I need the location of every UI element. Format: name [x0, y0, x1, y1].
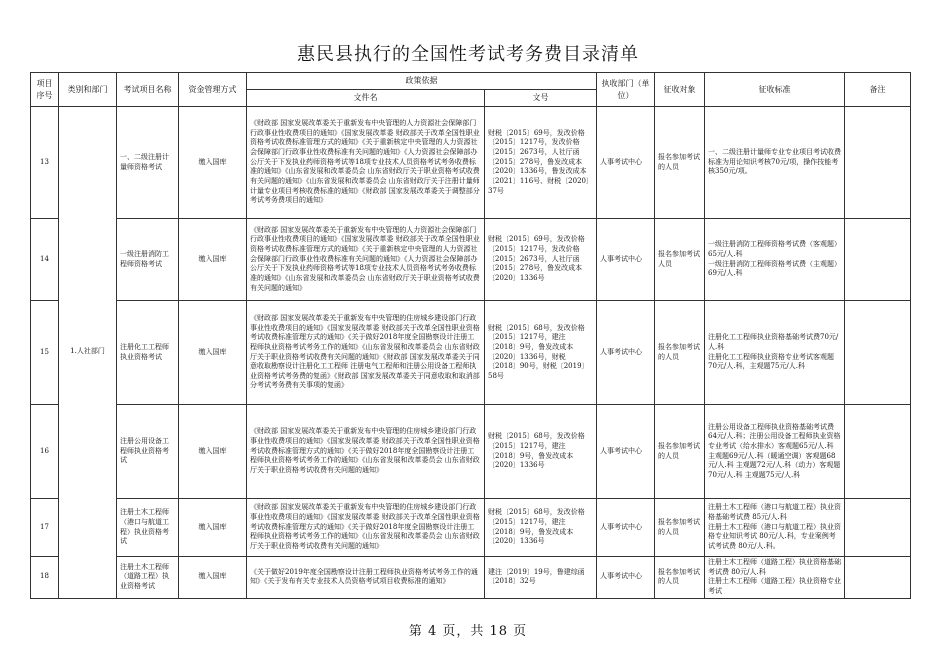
cell-fund: 缴入国库	[179, 219, 247, 301]
cell-seq: 16	[31, 405, 59, 499]
cell-seq: 13	[31, 107, 59, 219]
cell-target: 报名参加考试的人员	[655, 301, 705, 405]
header-row	[31, 73, 911, 90]
cell-fund: 缴入国库	[179, 405, 247, 499]
cell-note	[845, 557, 911, 599]
cell-doc-no: 财税〔2015〕68号，发改价格〔2015〕1217号，建注〔2018〕9号，鲁发改成本〔2020〕1336号	[485, 405, 597, 499]
cell-standard: 注册土木工程师（港口与航道工程）执业资格基础考试费 85元/人.科 注册土木工程师（港口与航道工程）执业资格专业知识考试 80元/人.科，专业案例考试考试费 80元/人.科。	[705, 499, 845, 557]
cell-fund: 缴入国库	[179, 557, 247, 599]
cell-target: 报名参加考试人员	[655, 219, 705, 301]
cell-exam: 注册化工工程师执业资格考试	[117, 301, 179, 405]
cell-fund: 缴入国库	[179, 107, 247, 219]
cell-note	[845, 107, 911, 219]
cell-target: 报名参加考试的人员	[655, 405, 705, 499]
cell-fund: 缴入国库	[179, 301, 247, 405]
header-policy: 政策依据	[247, 73, 597, 90]
cell-doc-name: 《财政部 国家发展改革委关于重新发布中央管理的人力资源社会保障部门行政事业性收费项目的通知》《国家发展改革委 财政部关于改革全国性职业资格考试收费标准管理方式的通知》《关于重新核定中央管理的人力资源社会保障部门行政事业性收费标准有关问题的通知》《人力资源社会保障部办公厅关于下发执业药师资格考试等18项专业技术人员资格考试考务收费标准的通知》《山东省发展和改革委员会 山东省财政厅关于职业资格考试收费有关问题的通知》《山东省发展和改革委员会 山东省财政厅关于注册计量师计量专业项目考核收费标准的通知》《财政部 国家发展改革委关于调整部分考试考务费项目的通知》	[247, 107, 485, 219]
cell-seq: 18	[31, 557, 59, 599]
header-doc-name: 文件名	[247, 90, 485, 107]
header-fund: 资金管理方式	[179, 73, 247, 107]
header-seq: 项目序号	[31, 73, 59, 107]
table-row	[31, 219, 911, 301]
header-target: 征收对象	[655, 73, 705, 107]
table-row	[31, 405, 911, 499]
cell-note	[845, 301, 911, 405]
cell-target: 报名参加考试的人员	[655, 557, 705, 599]
cell-standard: 注册化工工程师执业资格基础考试费70元/人.科 注册化工工程师执业资格专业考试客观题70元/人.科，主观题75元/人.科	[705, 301, 845, 405]
header-standard: 征收标准	[705, 73, 845, 107]
cell-doc-name: 《财政部 国家发展改革委关于重新发布中央管理的住房城乡建设部门行政事业性收费项目的通知》《国家发展改革委 财政部关于改革全国性职业资格考试收费标准管理方式的通知》《关于做好2018年度全国勘察设计注册工程师执业资格考试考务工作的通知》《山东省发展和改革委员会 山东省财政厅关于职业资格考试收费有关问题的通知》	[247, 405, 485, 499]
cell-exam: 注册土木工程师（道路工程）执业资格考试	[117, 557, 179, 599]
cell-doc-no: 财税〔2015〕69号，发改价格〔2015〕1217号，发改价格〔2015〕2673号，人社厅函〔2015〕278号，鲁发改成本〔2020〕1336号	[485, 219, 597, 301]
cell-seq: 14	[31, 219, 59, 301]
header-note: 备注	[845, 73, 911, 107]
cell-dept: 人事考试中心	[597, 107, 655, 219]
cell-note	[845, 499, 911, 557]
table-row	[31, 557, 911, 599]
cell-standard: 一、二级注册计量师专业专业项目考试收费标准为用论知识考核70元/项，操作技能考核350元/项。	[705, 107, 845, 219]
cell-fund: 缴入国库	[179, 499, 247, 557]
cell-standard: 注册公用设备工程师执业资格基础考试费 64元/人.科；注册公用设备工程师执业资格专业考试（给水排水）客观题65元/人.科 主观题69元/人.科（暖通空调）客观题68元/人.科 主观题72元/人.科（动力）客观题70元/人.科 主观题75元/人.科	[705, 405, 845, 499]
cell-target: 报名参加考试的人员	[655, 107, 705, 219]
table-row	[31, 301, 911, 405]
cell-dept: 人事考试中心	[597, 557, 655, 599]
header-category: 类别和部门	[59, 73, 117, 107]
table-row	[31, 499, 911, 557]
cell-exam: 注册土木工程师（港口与航道工程）执业资格考试	[117, 499, 179, 557]
cell-category: 1.人社部门	[59, 107, 117, 599]
page-footer: 第 4 页，共 18 页	[408, 624, 528, 639]
cell-seq: 15	[31, 301, 59, 405]
cell-note	[845, 219, 911, 301]
cell-dept: 人事考试中心	[597, 301, 655, 405]
cell-doc-no: 建注〔2019〕19号，鲁建综函〔2018〕32号	[485, 557, 597, 599]
cell-standard: 一级注册消防工程师资格考试费（客观题） 65元/人.科 一级注册消防工程师资格考试费（主观题） 69元/人.科	[705, 219, 845, 301]
header-doc-no: 文号	[485, 90, 597, 107]
cell-doc-no: 财税〔2015〕69号，发改价格〔2015〕1217号，发改价格〔2015〕2673号，人社厅函〔2015〕278号，鲁发改成本〔2020〕1336号，鲁发改成本〔2021〕116号、财税〔2020〕37号	[485, 107, 597, 219]
cell-dept: 人事考试中心	[597, 219, 655, 301]
cell-exam: 一级注册消防工程师资格考试	[117, 219, 179, 301]
cell-doc-name: 《关于做好2019年度全国勘察设计注册工程师执业资格考试考务工作的通知》《关于发布有关专业技术人员资格考试项目收费标准的通知》	[247, 557, 485, 599]
cell-doc-no: 财税〔2015〕68号，发改价格〔2015〕1217号，建注〔2018〕9号，鲁发改成本〔2020〕1336号	[485, 499, 597, 557]
fee-table	[30, 72, 911, 599]
cell-dept: 人事考试中心	[597, 499, 655, 557]
cell-exam: 一、二级注册计量师资格考试	[117, 107, 179, 219]
header-exam: 考试项目名称	[117, 73, 179, 107]
cell-standard: 注册土木工程师（道路工程）执业资格基础考试费 80元/人.科 注册土木工程师（道路工程）执业资格专业考试	[705, 557, 845, 599]
cell-dept: 人事考试中心	[597, 405, 655, 499]
cell-target: 报名参加考试的人员	[655, 499, 705, 557]
page-title: 惠民县执行的全国性考试考务费目录清单	[297, 44, 639, 65]
cell-exam: 注册公用设备工程师执业资格考试	[117, 405, 179, 499]
cell-doc-no: 财税〔2015〕68号，发改价格〔2015〕1217号，建注〔2018〕9号，鲁发改成本〔2020〕1336号，财税〔2018〕90号，财税〔2019〕58号	[485, 301, 597, 405]
cell-note	[845, 405, 911, 499]
cell-doc-name: 《财政部 国家发展改革委关于重新发布中央管理的住房城乡建设部门行政事业性收费项目的通知》《国家发展改革委 财政部关于改革全国性职业资格考试收费标准管理方式的通知》《关于做好2018年度全国勘察设计注册工程师执业资格考试考务工作的通知》《山东省发展和改革委员会 山东省财政厅关于职业资格考试收费有关问题的通知》《财政部 国家发展改革委关于同意收取勘察设计注册化工工程师 注册电气工程师和注册公用设备工程师执业资格考试考务费的复函》《财政部 国家发展改革委关于同意收取和取消部分考试考务费有关事项的复函》	[247, 301, 485, 405]
cell-seq: 17	[31, 499, 59, 557]
table-row	[31, 107, 911, 219]
cell-doc-name: 《财政部 国家发展改革委关于重新发布中央管理的住房城乡建设部门行政事业性收费项目的通知》《国家发展改革委 财政部关于改革全国性职业资格考试收费标准管理方式的通知》《关于做好2018年度全国勘察设计注册工程师执业资格考试考务工作的通知》《山东省发展和改革委员会 山东省财政厅关于职业资格考试收费有关问题的通知》	[247, 499, 485, 557]
header-dept: 执收部门（单位）	[597, 73, 655, 107]
cell-doc-name: 《财政部 国家发展改革委关于重新发布中央管理的人力资源社会保障部门行政事业性收费项目的通知》《国家发展改革委 财政部关于改革全国性职业资格考试收费标准管理方式的通知》《关于重新核定中央管理的人力资源社会保障部门行政事业性收费标准有关问题的通知》《人力资源社会保障部办公厅关于下发执业药师资格考试等18项专业技术人员资格考试考务收费标准的通知》《山东省发展和改革委员会 山东省财政厅关于职业资格考试收费有关问题的通知》	[247, 219, 485, 301]
